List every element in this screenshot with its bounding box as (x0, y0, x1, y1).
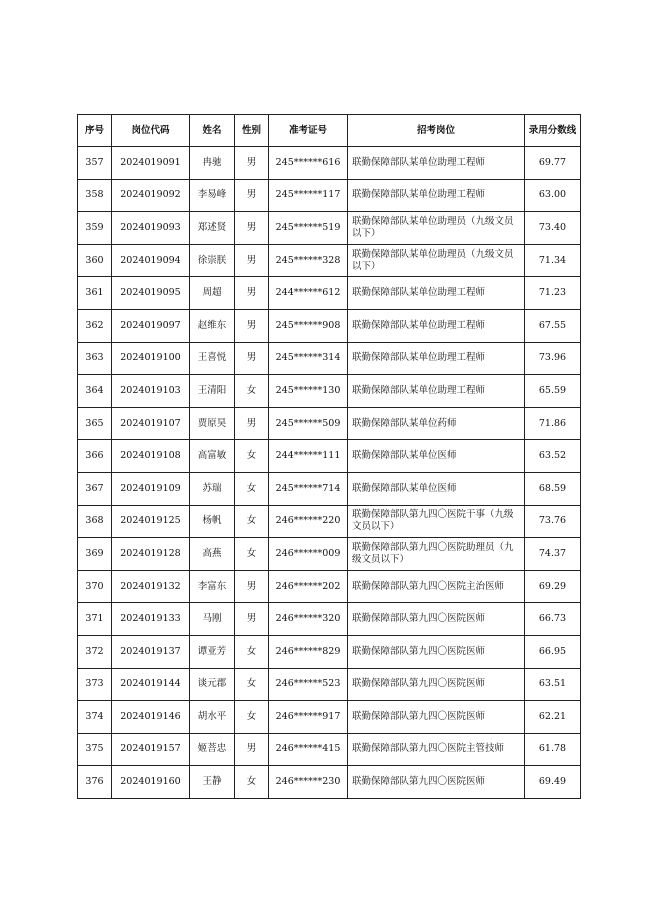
cell-gender: 女 (235, 538, 269, 571)
cell-ticket-number: 245******328 (269, 244, 348, 277)
cell-score-line: 69.77 (525, 147, 581, 180)
header-gender: 性别 (235, 115, 269, 147)
table-row (78, 309, 581, 342)
cell-name: 冉驰 (190, 147, 235, 180)
cell-position: 联勤保障部队某单位助理工程师 (348, 342, 525, 375)
cell-index: 370 (78, 570, 112, 603)
cell-score-line: 62.21 (525, 701, 581, 734)
cell-name: 徐崇朕 (190, 244, 235, 277)
cell-index: 374 (78, 701, 112, 734)
cell-gender: 男 (235, 179, 269, 212)
cell-post-code: 2024019128 (112, 538, 190, 571)
cell-name: 王静 (190, 766, 235, 799)
cell-position: 联勤保障部队某单位助理员（九级文员以下） (348, 244, 525, 277)
table-row (78, 179, 581, 212)
cell-score-line: 71.23 (525, 277, 581, 310)
cell-gender: 女 (235, 635, 269, 668)
cell-position: 联勤保障部队某单位助理工程师 (348, 179, 525, 212)
cell-index: 363 (78, 342, 112, 375)
cell-post-code: 2024019109 (112, 472, 190, 505)
table-row (78, 407, 581, 440)
cell-ticket-number: 245******509 (269, 407, 348, 440)
cell-name: 高富敏 (190, 440, 235, 473)
cell-post-code: 2024019137 (112, 635, 190, 668)
cell-position: 联勤保障部队第九四〇医院医师 (348, 603, 525, 636)
cell-name: 王喜悦 (190, 342, 235, 375)
header-score-line: 录用分数线 (525, 115, 581, 147)
header-index: 序号 (78, 115, 112, 147)
cell-index: 372 (78, 635, 112, 668)
cell-score-line: 68.59 (525, 472, 581, 505)
cell-gender: 女 (235, 505, 269, 538)
cell-ticket-number: 245******130 (269, 375, 348, 408)
cell-name: 李易峰 (190, 179, 235, 212)
cell-ticket-number: 246******829 (269, 635, 348, 668)
cell-index: 371 (78, 603, 112, 636)
header-position: 招考岗位 (348, 115, 525, 147)
table-row (78, 635, 581, 668)
cell-score-line: 73.96 (525, 342, 581, 375)
cell-position: 联勤保障部队某单位助理员（九级文员以下） (348, 212, 525, 245)
cell-ticket-number: 245******714 (269, 472, 348, 505)
cell-index: 359 (78, 212, 112, 245)
cell-name: 姬菩忠 (190, 733, 235, 766)
cell-position: 联勤保障部队第九四〇医院医师 (348, 635, 525, 668)
cell-score-line: 63.51 (525, 668, 581, 701)
cell-ticket-number: 246******415 (269, 733, 348, 766)
cell-position: 联勤保障部队第九四〇医院干事（九级文员以下） (348, 505, 525, 538)
cell-index: 366 (78, 440, 112, 473)
cell-name: 谭亚芳 (190, 635, 235, 668)
cell-score-line: 69.49 (525, 766, 581, 799)
cell-gender: 男 (235, 147, 269, 180)
table-row (78, 701, 581, 734)
cell-ticket-number: 246******009 (269, 538, 348, 571)
cell-name: 贾原昊 (190, 407, 235, 440)
cell-gender: 女 (235, 701, 269, 734)
table-row (78, 570, 581, 603)
cell-post-code: 2024019091 (112, 147, 190, 180)
cell-position: 联勤保障部队某单位助理工程师 (348, 147, 525, 180)
cell-post-code: 2024019097 (112, 309, 190, 342)
table-row (78, 342, 581, 375)
cell-position: 联勤保障部队某单位药师 (348, 407, 525, 440)
cell-post-code: 2024019125 (112, 505, 190, 538)
cell-ticket-number: 245******314 (269, 342, 348, 375)
cell-name: 谈元郡 (190, 668, 235, 701)
cell-post-code: 2024019095 (112, 277, 190, 310)
cell-score-line: 73.76 (525, 505, 581, 538)
cell-index: 357 (78, 147, 112, 180)
cell-post-code: 2024019103 (112, 375, 190, 408)
cell-post-code: 2024019157 (112, 733, 190, 766)
cell-index: 361 (78, 277, 112, 310)
cell-index: 364 (78, 375, 112, 408)
cell-position: 联勤保障部队第九四〇医院助理员（九级文员以下） (348, 538, 525, 571)
cell-ticket-number: 244******111 (269, 440, 348, 473)
cell-name: 杨帆 (190, 505, 235, 538)
cell-ticket-number: 245******616 (269, 147, 348, 180)
cell-post-code: 2024019092 (112, 179, 190, 212)
header-row (78, 115, 581, 147)
cell-gender: 男 (235, 309, 269, 342)
cell-score-line: 71.34 (525, 244, 581, 277)
cell-ticket-number: 245******519 (269, 212, 348, 245)
header-name: 姓名 (190, 115, 235, 147)
cell-gender: 女 (235, 440, 269, 473)
cell-ticket-number: 244******612 (269, 277, 348, 310)
cell-score-line: 73.40 (525, 212, 581, 245)
cell-gender: 男 (235, 244, 269, 277)
table-row (78, 147, 581, 180)
cell-gender: 男 (235, 277, 269, 310)
cell-post-code: 2024019132 (112, 570, 190, 603)
cell-post-code: 2024019100 (112, 342, 190, 375)
cell-score-line: 71.86 (525, 407, 581, 440)
cell-position: 联勤保障部队第九四〇医院医师 (348, 766, 525, 799)
cell-post-code: 2024019107 (112, 407, 190, 440)
cell-ticket-number: 246******202 (269, 570, 348, 603)
cell-position: 联勤保障部队某单位医师 (348, 440, 525, 473)
cell-index: 367 (78, 472, 112, 505)
cell-name: 周超 (190, 277, 235, 310)
cell-score-line: 63.00 (525, 179, 581, 212)
cell-score-line: 74.37 (525, 538, 581, 571)
cell-score-line: 66.95 (525, 635, 581, 668)
cell-name: 李富东 (190, 570, 235, 603)
table-row (78, 766, 581, 799)
cell-gender: 女 (235, 375, 269, 408)
table-row (78, 472, 581, 505)
table-row (78, 668, 581, 701)
cell-position: 联勤保障部队第九四〇医院医师 (348, 701, 525, 734)
cell-position: 联勤保障部队第九四〇医院医师 (348, 668, 525, 701)
table-row (78, 733, 581, 766)
cell-index: 360 (78, 244, 112, 277)
table-row (78, 505, 581, 538)
table-row (78, 538, 581, 571)
cell-score-line: 65.59 (525, 375, 581, 408)
results-table (77, 114, 581, 799)
cell-index: 376 (78, 766, 112, 799)
cell-ticket-number: 245******908 (269, 309, 348, 342)
cell-post-code: 2024019146 (112, 701, 190, 734)
cell-gender: 男 (235, 733, 269, 766)
cell-name: 赵维东 (190, 309, 235, 342)
cell-post-code: 2024019144 (112, 668, 190, 701)
table-row (78, 277, 581, 310)
cell-name: 王清阳 (190, 375, 235, 408)
cell-ticket-number: 246******320 (269, 603, 348, 636)
cell-position: 联勤保障部队第九四〇医院主管技师 (348, 733, 525, 766)
header-ticket-number: 准考证号 (269, 115, 348, 147)
table-row (78, 440, 581, 473)
cell-name: 苏瑞 (190, 472, 235, 505)
cell-gender: 男 (235, 570, 269, 603)
cell-post-code: 2024019160 (112, 766, 190, 799)
cell-gender: 男 (235, 212, 269, 245)
cell-index: 358 (78, 179, 112, 212)
cell-position: 联勤保障部队某单位助理工程师 (348, 375, 525, 408)
cell-position: 联勤保障部队某单位助理工程师 (348, 277, 525, 310)
cell-gender: 女 (235, 472, 269, 505)
cell-index: 373 (78, 668, 112, 701)
cell-score-line: 61.78 (525, 733, 581, 766)
table-row (78, 244, 581, 277)
cell-post-code: 2024019108 (112, 440, 190, 473)
cell-position: 联勤保障部队某单位助理工程师 (348, 309, 525, 342)
cell-ticket-number: 246******230 (269, 766, 348, 799)
header-post-code: 岗位代码 (112, 115, 190, 147)
cell-ticket-number: 246******917 (269, 701, 348, 734)
cell-index: 362 (78, 309, 112, 342)
cell-index: 365 (78, 407, 112, 440)
cell-gender: 男 (235, 407, 269, 440)
cell-ticket-number: 246******523 (269, 668, 348, 701)
cell-index: 368 (78, 505, 112, 538)
cell-score-line: 69.29 (525, 570, 581, 603)
table-row (78, 212, 581, 245)
cell-name: 郑述贤 (190, 212, 235, 245)
table-row (78, 375, 581, 408)
cell-name: 胡水平 (190, 701, 235, 734)
cell-position: 联勤保障部队第九四〇医院主治医师 (348, 570, 525, 603)
cell-post-code: 2024019133 (112, 603, 190, 636)
cell-score-line: 63.52 (525, 440, 581, 473)
cell-gender: 男 (235, 342, 269, 375)
cell-position: 联勤保障部队某单位医师 (348, 472, 525, 505)
cell-index: 375 (78, 733, 112, 766)
cell-ticket-number: 245******117 (269, 179, 348, 212)
cell-post-code: 2024019094 (112, 244, 190, 277)
cell-name: 高燕 (190, 538, 235, 571)
cell-gender: 女 (235, 766, 269, 799)
table-row (78, 603, 581, 636)
cell-index: 369 (78, 538, 112, 571)
cell-score-line: 67.55 (525, 309, 581, 342)
cell-gender: 女 (235, 668, 269, 701)
cell-ticket-number: 246******220 (269, 505, 348, 538)
cell-name: 马刚 (190, 603, 235, 636)
cell-gender: 男 (235, 603, 269, 636)
cell-post-code: 2024019093 (112, 212, 190, 245)
cell-score-line: 66.73 (525, 603, 581, 636)
